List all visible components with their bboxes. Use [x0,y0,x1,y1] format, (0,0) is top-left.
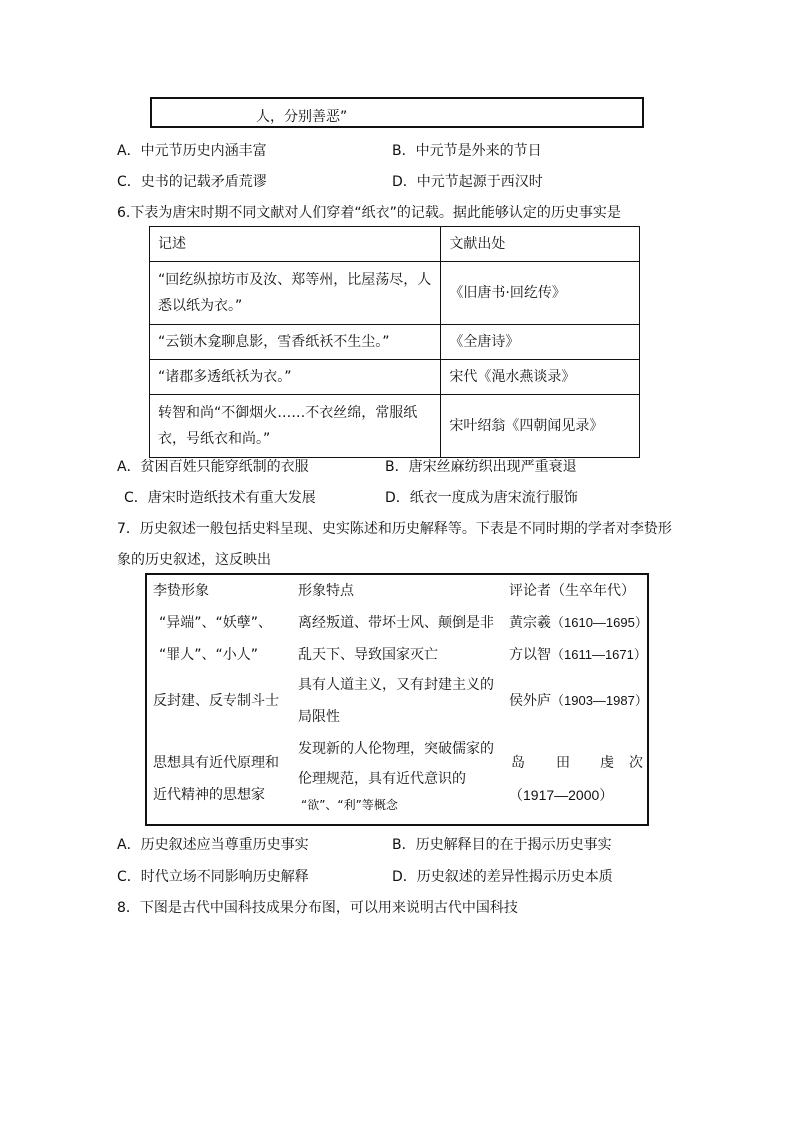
source-cell: 宋代《渑水燕谈录》 [441,360,640,395]
row1-trait-line1: 离经叛道、带坏士风、颠倒是非 [298,615,494,631]
table-header-row [150,227,640,262]
row3-critic-name-4: 次 [629,755,643,771]
row2-trait-line1: 具有人道主义，又有封建主义的 [298,677,494,693]
quote-box [150,97,644,128]
table-row [150,262,640,325]
critic-name: 侯外庐 [509,693,551,709]
critic-name: 方以智 [509,647,551,663]
row3-trait-line2: 伦理规范，具有近代意识的 [298,771,466,787]
row3-trait-line3: “欲”、“利”等概念 [301,798,398,812]
q6-option-d[interactable]: D．纸衣一度成为唐宋流行服饰 [385,490,578,506]
source-cell: 《旧唐书·回纥传》 [441,262,640,325]
row2-trait-line2: 局限性 [298,709,340,725]
q6-stem: 6.下表为唐宋时期不同文献对人们穿着“纸衣”的记载。据此能够认定的历史事实是 [117,205,621,221]
row3-image-line2: 近代精神的思想家 [153,787,265,803]
q7-option-c[interactable]: C．时代立场不同影响历史解释 [117,869,309,885]
q7-table [145,573,649,826]
critic-name: 黄宗羲 [509,615,551,631]
critic-years: （1611—1671） [551,647,647,662]
row1-trait-line2: 乱天下、导致国家灭亡 [298,647,438,663]
q7-option-a[interactable]: A．历史叙述应当尊重历史事实 [117,837,309,853]
row3-trait-line1: 发现新的人伦物理，突破儒家的 [298,741,494,757]
q5-option-c[interactable]: C．史书的记载矛盾荒谬 [117,174,267,190]
q7-option-b[interactable]: B．历史解释目的在于揭示历史事实 [392,837,612,853]
source-cell: 宋叶绍翁《四朝闻见录》 [441,395,640,458]
row1-image-line1: “异端”、“妖孽”、 [159,615,273,631]
header-critic: 评论者（生卒年代） [509,583,635,599]
critic-years: （1610—1695） [551,615,648,630]
record-cell: 转智和尚“不御烟火……不衣丝绵，常服纸衣，号纸衣和尚。” [150,395,441,458]
table-row [150,395,640,458]
q5-option-a[interactable]: A．中元节历史内涵丰富 [117,143,267,159]
header-source: 文献出处 [441,227,640,262]
row3-critic-years: （1917—2000） [509,787,614,803]
table-row [150,325,640,360]
critic-years: （1903—1987） [551,693,648,708]
row1-image-line2: “罪人”、“小人” [159,647,259,663]
header-record: 记述 [150,227,441,262]
q7-option-d[interactable]: D．历史叙述的差异性揭示历史本质 [392,869,613,885]
source-cell: 《全唐诗》 [441,325,640,360]
q5-option-d[interactable]: D．中元节起源于西汉时 [392,174,543,190]
q5-option-b[interactable]: B．中元节是外来的节日 [392,143,542,159]
q7-stem-line2: 象的历史叙述，这反映出 [117,552,271,568]
q6-table [149,226,640,458]
record-cell: “回纥纵掠坊市及汝、郑等州，比屋荡尽，人悉以纸为衣。” [150,262,441,325]
row1-critic2 [509,639,647,671]
row3-critic-name-3: 虔 [600,755,614,771]
row3-critic-name-1: 岛 [511,755,525,771]
quote-text: 人，分别善恶” [256,109,348,125]
q8-stem: 8．下图是古代中国科技成果分布图，可以用来说明古代中国科技 [117,900,518,916]
row2-critic [509,685,648,717]
record-cell: “诸郡多透纸袄为衣。” [150,360,441,395]
record-cell: “云锁木龛聊息影，雪香纸袄不生尘。” [150,325,441,360]
q6-option-c[interactable]: C．唐宋时造纸技术有重大发展 [124,490,316,506]
q6-option-b[interactable]: B．唐宋丝麻纺织出现严重衰退 [385,459,577,475]
q7-stem-line1: 7．历史叙述一般包括史料呈现、史实陈述和历史解释等。下表是不同时期的学者对李贽形 [117,521,672,537]
header-trait: 形象特点 [298,583,354,599]
row2-image: 反封建、反专制斗士 [153,693,279,709]
q6-option-a[interactable]: A．贫困百姓只能穿纸制的衣服 [117,459,309,475]
row1-critic1 [509,607,648,639]
table-row [150,360,640,395]
row3-critic-name-2: 田 [556,755,570,771]
header-image: 李贽形象 [153,583,209,599]
row3-image-line1: 思想具有近代原理和 [153,755,279,771]
